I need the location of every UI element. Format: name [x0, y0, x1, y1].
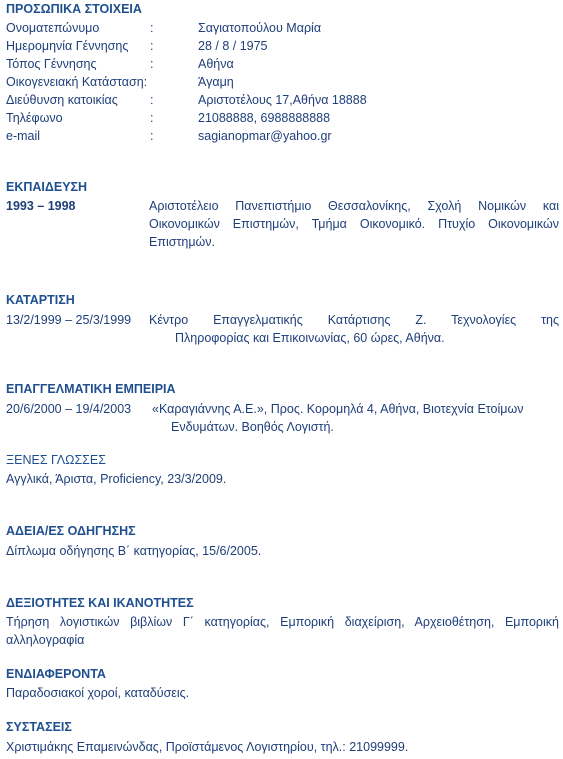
- training-line: Πληροφορίας και Επικοινωνίας, 60 ώρες, Αθήνα.: [175, 331, 445, 345]
- row-colon: :: [150, 57, 154, 71]
- row-colon: :: [150, 111, 154, 125]
- education-line: Οικονομικών Επιστημών, Τμήμα Οικονομικό. Πτυχίο Οικονομικών: [149, 217, 559, 231]
- personal-heading: ΠΡΟΣΩΠΙΚΑ ΣΤΟΙΧΕΙΑ: [6, 2, 142, 16]
- interests-text: Παραδοσιακοί χοροί, καταδύσεις.: [6, 686, 190, 700]
- training-heading: ΚΑΤΑΡΤΙΣΗ: [6, 293, 75, 307]
- row-colon: :: [150, 93, 154, 107]
- row-colon: :: [150, 129, 154, 143]
- row-value: 21088888, 6988888888: [198, 111, 331, 125]
- training-line: Κέντρο Επαγγελματικής Κατάρτισης Ζ. Τεχνολογίες της: [149, 313, 559, 327]
- skills-line: Τήρηση λογιστικών βιβλίων Γ΄ κατηγορίας, Εμπορική διαχείριση, Αρχειοθέτηση, Εμπορική: [6, 615, 559, 629]
- education-date: 1993 – 1998: [6, 199, 76, 213]
- row-value: Σαγιατοπούλου Μαρία: [198, 21, 322, 35]
- row-label: Τηλέφωνο: [6, 111, 63, 125]
- experience-line: Ενδυμάτων. Βοηθός Λογιστή.: [171, 420, 334, 434]
- row-label: Οικογενειακή Κατάσταση:: [6, 75, 148, 89]
- row-label: Διεύθυνση κατοικίας: [6, 93, 118, 107]
- languages-text: Αγγλικά, Άριστα, Proficiency, 23/3/2009.: [6, 472, 227, 486]
- experience-date: 20/6/2000 – 19/4/2003: [6, 402, 132, 416]
- experience-text: [152, 400, 562, 436]
- row-label: Ημερομηνία Γέννησης: [6, 39, 129, 53]
- row-value: Άγαμη: [198, 75, 234, 89]
- education-line: Αριστοτέλειο Πανεπιστήμιο Θεσσαλονίκης, Σχολή Νομικών και: [149, 199, 559, 213]
- row-label: Τόπος Γέννησης: [6, 57, 97, 71]
- row-colon: :: [150, 39, 154, 53]
- row-value: Αριστοτέλους 17,Αθήνα 18888: [198, 93, 367, 107]
- references-text: Χριστιμάκης Επαμεινώνδας, Προϊστάμενος Λογιστηρίου, τηλ.: 21099999.: [6, 740, 409, 754]
- experience-line: «Καραγιάννης Α.Ε.», Προς. Κορομηλά 4, Αθήνα, Βιοτεχνία Ετοίμων: [152, 402, 524, 416]
- row-label: e-mail: [6, 129, 41, 143]
- skills-heading: ΔΕΞΙΟΤΗΤΕΣ ΚΑΙ ΙΚΑΝΟΤΗΤΕΣ: [6, 596, 194, 610]
- education-text: [149, 197, 559, 251]
- references-heading: ΣΥΣΤΑΣΕΙΣ: [6, 720, 72, 734]
- training-text: [149, 311, 559, 347]
- education-line: Επιστημών.: [149, 235, 216, 249]
- training-date: 13/2/1999 – 25/3/1999: [6, 313, 132, 327]
- row-value: Αθήνα: [198, 57, 234, 71]
- license-heading: ΑΔΕΙΑ/ΕΣ ΟΔΗΓΗΣΗΣ: [6, 524, 136, 538]
- skills-text: [6, 613, 559, 649]
- row-label: Ονοματεπώνυμο: [6, 21, 100, 35]
- row-value: sagianopmar@yahoo.gr: [198, 129, 332, 143]
- row-colon: :: [150, 21, 154, 35]
- skills-line: αλληλογραφία: [6, 633, 85, 647]
- experience-heading: ΕΠΑΓΓΕΛΜΑΤΙΚΗ ΕΜΠΕΙΡΙΑ: [6, 382, 176, 396]
- education-heading: ΕΚΠΑΙΔΕΥΣΗ: [6, 180, 88, 194]
- interests-heading: ΕΝΔΙΑΦΕΡΟΝΤΑ: [6, 667, 106, 681]
- license-text: Δίπλωμα οδήγησης Β΄ κατηγορίας, 15/6/2005.: [6, 544, 262, 558]
- languages-heading: ΞΕΝΕΣ ΓΛΩΣΣΕΣ: [6, 453, 106, 467]
- row-value: 28 / 8 / 1975: [198, 39, 268, 53]
